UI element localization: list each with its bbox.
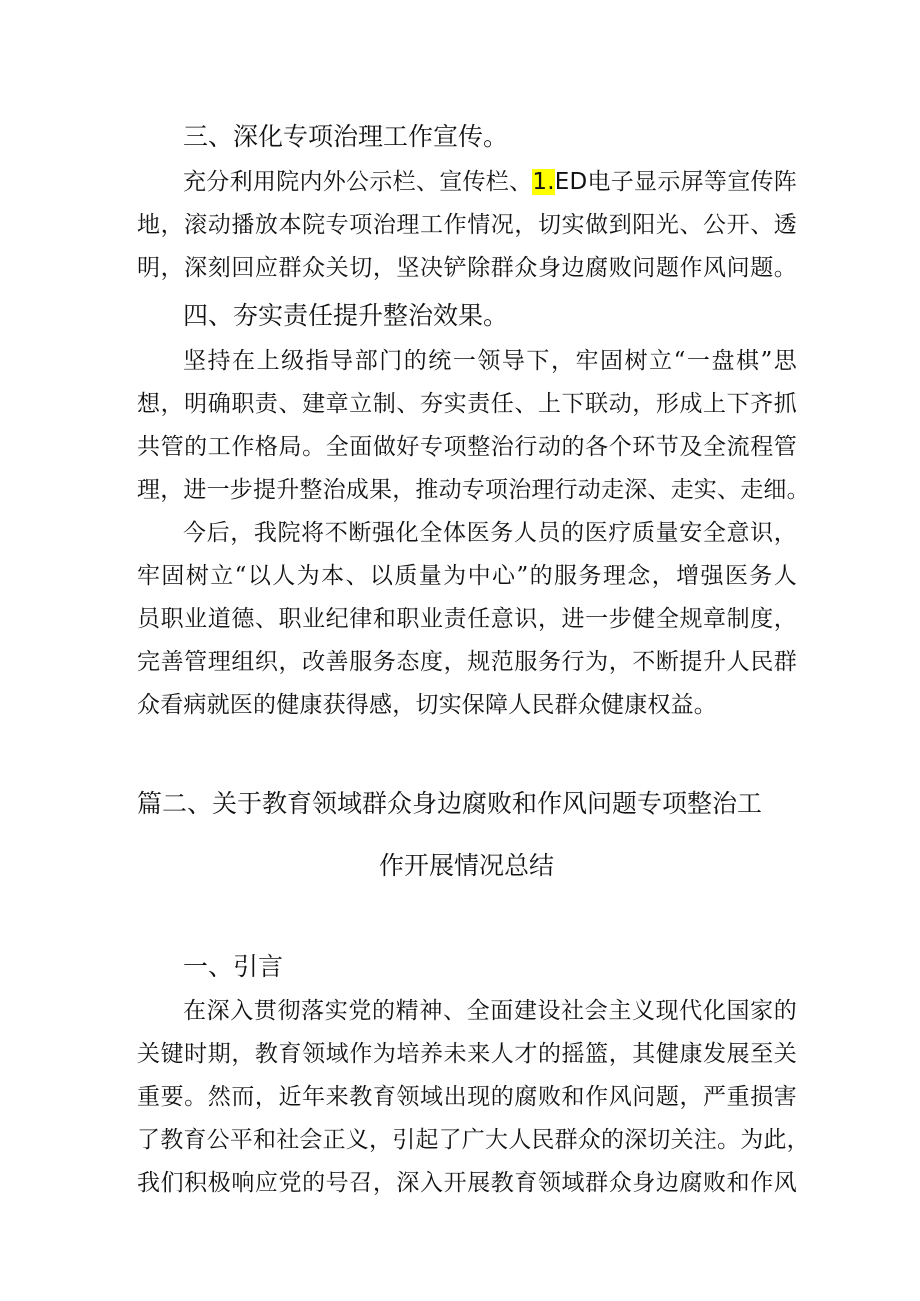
paragraph-line: 明，深刻回应群众关切，坚决铲除群众身边腐败问题作风问题。 (137, 255, 797, 281)
paragraph-line: 我们积极响应党的号召，深入开展教育领域群众身边腐败和作风 (137, 1170, 797, 1196)
paragraph-line: 了教育公平和社会正义，引起了广大人民群众的深切关注。为此， (137, 1127, 810, 1153)
paragraph-line: 关键时期，教育领域作为培养未来人才的摇篮，其健康发展至关 (137, 1041, 797, 1067)
article-title: 篇二、关于教育领域群众身边腐败和作风问题专项整治工 (137, 789, 763, 818)
paragraph-line: 坚持在上级指导部门的统一领导下，牢固树立“一盘棋”思 (183, 348, 797, 374)
text-segment: 充分利用院内外公示栏、宣传栏、 (183, 169, 533, 195)
paragraph-line: 完善管理组织，改善服务态度，规范服务行为，不断提升人民群 (137, 649, 797, 675)
section-3-heading: 三、深化专项治理工作宣传。 (183, 122, 509, 151)
article-title-continued: 作开展情况总结 (379, 851, 555, 880)
text-segment: ED电子显示屏等宣传阵 (554, 169, 797, 195)
section-4-heading: 四、夯实责任提升整治效果。 (183, 301, 509, 330)
intro-heading: 一、引言 (183, 952, 284, 981)
paragraph-line: 重要。然而，近年来教育领域出现的腐败和作风问题，严重损害 (137, 1084, 797, 1110)
paragraph-line: 牢固树立“以人为本、以质量为中心”的服务理念，增强医务人 (137, 563, 797, 589)
paragraph-line: 理，进一步提升整治成果，推动专项治理行动走深、走实、走细。 (137, 477, 810, 503)
paragraph-line: 想，明确职责、建章立制、夯实责任、上下联动，形成上下齐抓 (137, 391, 797, 417)
highlighted-text: 1. (532, 169, 555, 195)
paragraph-line: 众看病就医的健康获得感，切实保障人民群众健康权益。 (137, 692, 717, 718)
paragraph-line: 今后，我院将不断强化全体医务人员的医疗质量安全意识， (183, 520, 797, 546)
paragraph-line (183, 163, 797, 196)
paragraph-line: 在深入贯彻落实党的精神、全面建设社会主义现代化国家的 (183, 998, 797, 1024)
paragraph-line: 地，滚动播放本院专项治理工作情况，切实做到阳光、公开、透 (137, 212, 797, 238)
paragraph-line: 共管的工作格局。全面做好专项整治行动的各个环节及全流程管 (137, 434, 797, 460)
paragraph-line: 员职业道德、职业纪律和职业责任意识，进一步健全规章制度， (137, 606, 797, 632)
